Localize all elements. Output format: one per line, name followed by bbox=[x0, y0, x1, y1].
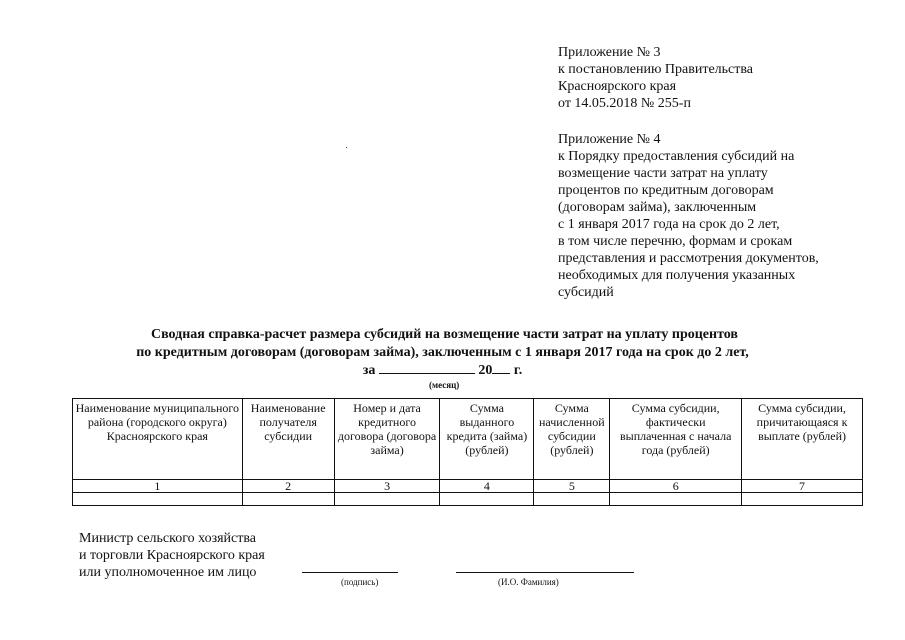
period-year: 20 bbox=[478, 363, 493, 378]
appendix-4-line: возмещение части затрат на уплату bbox=[558, 166, 768, 181]
column-number: 6 bbox=[610, 480, 742, 493]
appendix-3-line: от 14.05.2018 № 255-п bbox=[558, 96, 691, 111]
table-cell bbox=[73, 493, 243, 506]
name-line bbox=[456, 572, 634, 573]
header-cell-recipient: Наименование получателя субсидии bbox=[242, 399, 334, 480]
appendix-4-line: субсидий bbox=[558, 285, 614, 300]
appendix-4-line: с 1 января 2017 года на срок до 2 лет, bbox=[558, 217, 780, 232]
column-number: 2 bbox=[242, 480, 334, 493]
appendix-4-line: Приложение № 4 bbox=[558, 132, 661, 147]
appendix-4-line: представления и рассмотрения документов, bbox=[558, 251, 819, 266]
column-number: 3 bbox=[334, 480, 440, 493]
column-number: 7 bbox=[742, 480, 863, 493]
header-cell-accrued-subsidy: Сумма начисленной субсидии (рублей) bbox=[534, 399, 610, 480]
column-number: 4 bbox=[440, 480, 534, 493]
table-cell bbox=[334, 493, 440, 506]
table-cell bbox=[742, 493, 863, 506]
signature-caption: (подпись) bbox=[341, 577, 379, 587]
signer-line: Министр сельского хозяйства bbox=[79, 531, 256, 546]
header-cell-loan-amount: Сумма выданного кредита (займа) (рублей) bbox=[440, 399, 534, 480]
table-cell bbox=[440, 493, 534, 506]
appendix-4-line: процентов по кредитным договорам bbox=[558, 183, 774, 198]
appendix-4-line: необходимых для получения указанных bbox=[558, 268, 796, 283]
header-cell-contract: Номер и дата кредитного договора (договора займа) bbox=[334, 399, 440, 480]
column-number: 5 bbox=[534, 480, 610, 493]
signer-line: или уполномоченное им лицо bbox=[79, 565, 257, 580]
header-cell-district: Наименование муниципального района (городского округа) Красноярского края bbox=[73, 399, 243, 480]
table-cell bbox=[534, 493, 610, 506]
appendix-4-header bbox=[558, 131, 819, 301]
month-blank bbox=[379, 361, 475, 374]
appendix-4-line: (договорам займа), заключенным bbox=[558, 200, 757, 215]
signature-line bbox=[302, 572, 398, 573]
signer-block bbox=[79, 530, 265, 581]
scan-speck bbox=[346, 147, 347, 148]
name-caption: (И.О. Фамилия) bbox=[498, 577, 559, 587]
table-number-row bbox=[73, 480, 863, 493]
document-title-line-1: Сводная справка-расчет размера субсидий на возмещение части затрат на уплату процентов bbox=[150, 327, 738, 342]
table-cell bbox=[610, 493, 742, 506]
period-prefix: за bbox=[362, 363, 376, 378]
appendix-4-line: к Порядку предоставления субсидий на bbox=[558, 149, 795, 164]
header-cell-paid-subsidy: Сумма субсидии, фактически выплаченная с начала года (рублей) bbox=[610, 399, 742, 480]
appendix-3-line: Красноярского края bbox=[558, 79, 677, 94]
period-suffix: г. bbox=[513, 363, 523, 378]
month-caption: (месяц) bbox=[429, 380, 460, 390]
document-title-line-2: по кредитным договорам (договорам займа), заключенным с 1 января 2017 года на срок до 2 лет, bbox=[136, 345, 749, 360]
column-number: 1 bbox=[73, 480, 243, 493]
year-blank bbox=[492, 361, 510, 374]
document-title-period bbox=[0, 361, 895, 380]
signer-line: и торговли Красноярского края bbox=[79, 548, 265, 563]
appendix-3-line: к постановлению Правительства bbox=[558, 62, 754, 77]
table-cell bbox=[242, 493, 334, 506]
subsidy-table bbox=[72, 398, 863, 506]
appendix-3-header bbox=[558, 44, 753, 112]
header-cell-due-subsidy: Сумма субсидии, причитающаяся к выплате (рублей) bbox=[742, 399, 863, 480]
table-row bbox=[73, 493, 863, 506]
table-header-row bbox=[73, 399, 863, 480]
appendix-4-line: в том числе перечню, формам и срокам bbox=[558, 234, 793, 249]
appendix-3-line: Приложение № 3 bbox=[558, 45, 661, 60]
